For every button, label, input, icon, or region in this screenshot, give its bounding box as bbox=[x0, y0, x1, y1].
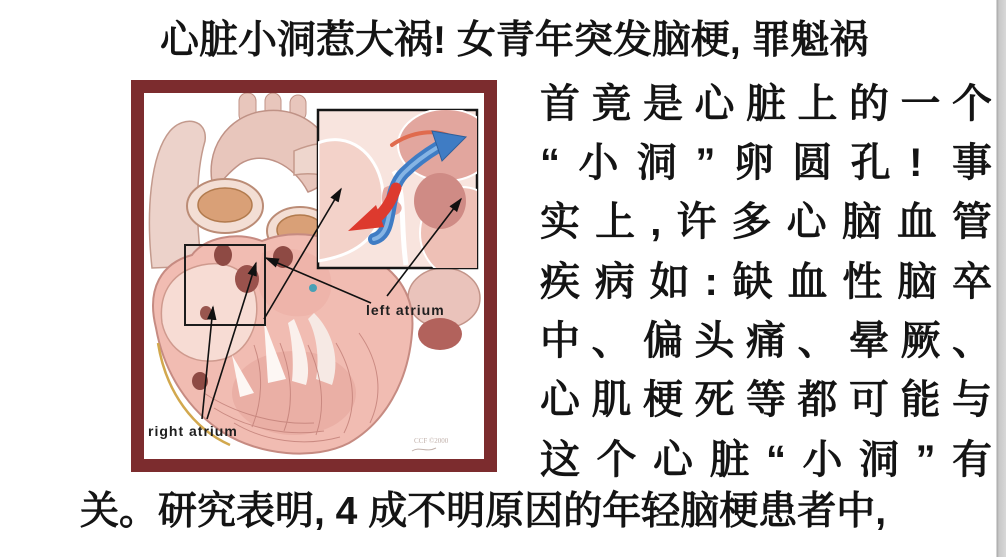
paragraph-line-4: 实上,许多心脑血管 bbox=[540, 200, 992, 244]
page-right-edge bbox=[995, 0, 1006, 557]
signature-squiggle bbox=[412, 448, 436, 451]
paragraph-line-8: 这个心脏“小洞”有 bbox=[540, 438, 992, 482]
paragraph-line-3: “小洞”卵圆孔! 事 bbox=[540, 141, 992, 185]
heart-figure-frame bbox=[131, 80, 497, 472]
paragraph-line-5: 疾病如:缺血性脑卒 bbox=[540, 260, 992, 304]
paragraph-line-9: 关。研究表明, 4 成不明原因的年轻脑梗患者中, bbox=[80, 490, 887, 533]
paragraph-line-1: 心脏小洞惹大祸! 女青年突发脑梗, 罪魁祸 bbox=[160, 19, 869, 62]
right-atrium-label: right atrium bbox=[148, 423, 238, 439]
left-atrium-label: left atrium bbox=[366, 302, 445, 318]
paragraph-line-6: 中、偏头痛、晕厥、 bbox=[540, 319, 992, 363]
heart-illustration bbox=[144, 93, 484, 459]
illustration-signature: CCF ©2000 bbox=[414, 437, 449, 445]
inset-magnified-view bbox=[318, 109, 484, 279]
paragraph-line-7: 心肌梗死等都可能与 bbox=[540, 378, 992, 422]
paragraph-line-2: 首竟是心脏上的一个 bbox=[540, 82, 992, 126]
